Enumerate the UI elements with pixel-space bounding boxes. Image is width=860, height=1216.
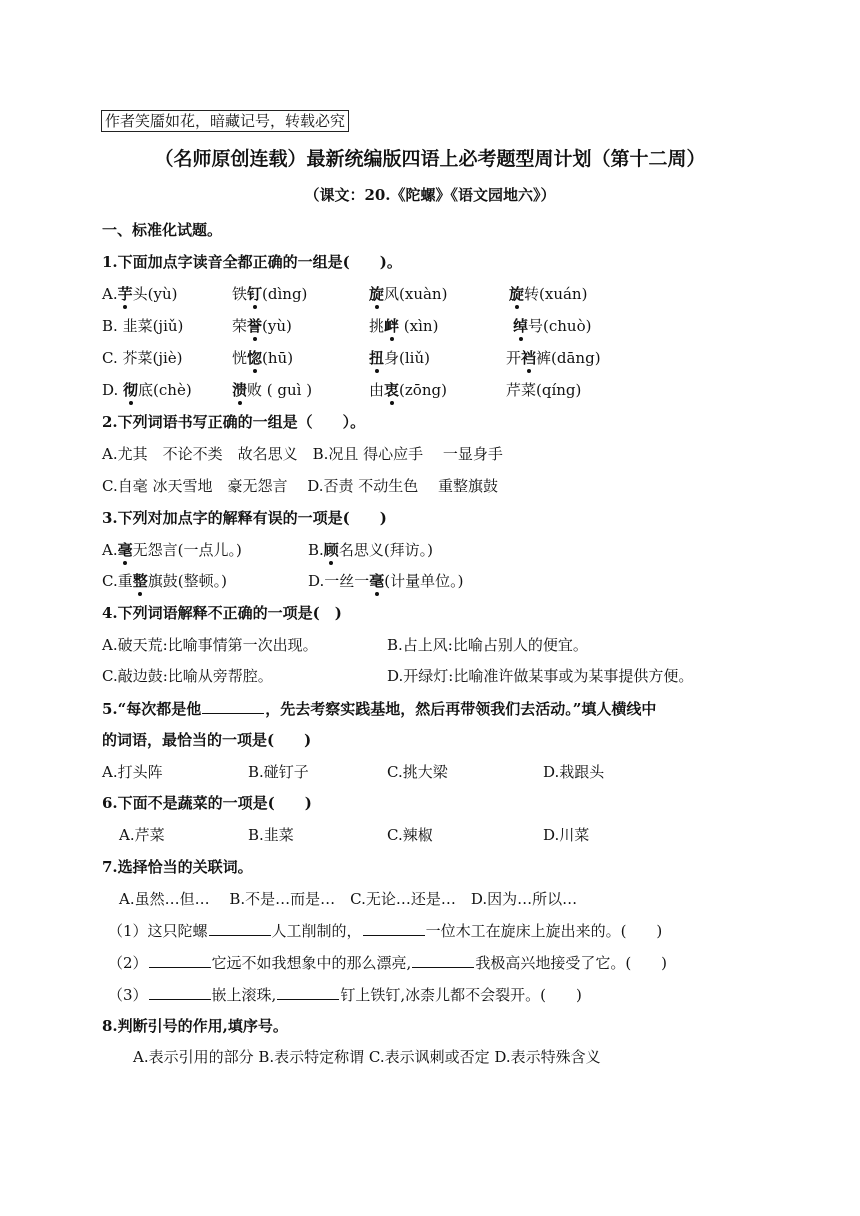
dotted-char: 毫 xyxy=(369,572,385,590)
question-3-stem: 3.下列对加点字的解释有误的一项是( ) xyxy=(102,509,387,527)
question-3-option-a: A.毫无怨言(一点儿。) xyxy=(102,541,242,559)
question-5-option: B.碰钉子 xyxy=(248,763,309,781)
question-4-option-a: A.破天荒:比喻事情第一次出现。 xyxy=(102,636,318,654)
question-7-sentence-3: （3） 嵌上滚珠, 钉上铁钉,冰柰儿都不会裂开。( ) xyxy=(108,983,582,1006)
option-cell: 绰号(chuò) xyxy=(513,317,592,335)
question-3-option-d: D.一丝一毫(计量单位。) xyxy=(308,572,464,590)
question-3-option-b: B.顾名思义(拜访。) xyxy=(308,541,434,559)
option-cell: 铁钉(dìng) xyxy=(232,285,308,303)
option-cell: B. 韭菜(jiǔ) xyxy=(102,317,184,335)
option-cell: 旋转(xuán) xyxy=(509,285,588,303)
answer-blank[interactable] xyxy=(149,951,211,968)
question-6-option: A.芹菜 xyxy=(119,826,165,844)
question-2-options-line-1: A.尤其 不论不类 故名思义 B.况且 得心应手 一显身手 xyxy=(102,445,503,463)
option-cell: C. 芥菜(jiè) xyxy=(102,349,183,367)
dotted-char: 衷 xyxy=(384,381,400,399)
question-4-stem: 4.下列词语解释不正确的一项是( ) xyxy=(102,604,342,622)
question-8-options: A.表示引用的部分 B.表示特定称谓 C.表示讽刺或否定 D.表示特殊含义 xyxy=(133,1048,601,1066)
answer-blank[interactable] xyxy=(149,983,211,1000)
question-6-option: B.韭菜 xyxy=(248,826,294,844)
option-cell: 旋风(xuàn) xyxy=(369,285,448,303)
answer-blank[interactable] xyxy=(209,919,271,936)
section-heading: 一、标准化试题。 xyxy=(102,221,223,239)
dotted-char: 誉 xyxy=(247,317,263,335)
dotted-char: 旋 xyxy=(369,285,385,303)
question-8-stem: 8.判断引号的作用,填序号。 xyxy=(102,1017,288,1035)
dotted-char: 衅 xyxy=(384,317,400,335)
answer-blank[interactable] xyxy=(277,983,339,1000)
watermark-box: 作者笑靥如花，暗藏记号，转载必究 xyxy=(101,110,349,132)
dotted-char: 毫 xyxy=(117,541,133,559)
option-cell: 恍惚(hū) xyxy=(232,349,294,367)
answer-blank[interactable] xyxy=(412,951,474,968)
question-7-sentence-1: （1）这只陀螺 人工削制的， 一位木工在旋床上旋出来的。( ) xyxy=(108,919,662,942)
answer-blank xyxy=(202,697,264,714)
option-cell: A.芋头(yù) xyxy=(102,285,178,303)
page-subtitle: （课文：20.《陀螺》《语文园地六》） xyxy=(304,186,556,204)
dotted-char: 惚 xyxy=(247,349,263,367)
question-4-option-b: B.占上风:比喻占别人的便宜。 xyxy=(387,636,588,654)
question-7-stem: 7.选择恰当的关联词。 xyxy=(102,858,253,876)
dotted-char: 顾 xyxy=(323,541,339,559)
question-4-option-c: C.敲边鼓:比喻从旁帮腔。 xyxy=(102,667,273,685)
question-4-option-d: D.开绿灯:比喻准许做某事或为某事提供方便。 xyxy=(387,667,694,685)
option-cell: D. 彻底(chè) xyxy=(102,381,192,399)
question-6-stem: 6.下面不是蔬菜的一项是( ) xyxy=(102,794,312,812)
dotted-char: 溃 xyxy=(232,381,248,399)
dotted-char: 彻 xyxy=(123,381,139,399)
dotted-char: 绰 xyxy=(513,317,529,335)
option-cell: 荣誉(yù) xyxy=(232,317,292,335)
question-1-stem: 1.下面加点字读音全都正确的一组是( )。 xyxy=(102,253,402,271)
option-cell: 扭身(liǔ) xyxy=(369,349,430,367)
dotted-char: 裆 xyxy=(521,349,537,367)
dotted-char: 整 xyxy=(132,572,148,590)
answer-blank[interactable] xyxy=(363,919,425,936)
option-cell: 溃败 ( guì ) xyxy=(232,381,313,399)
question-5-stem: 5.“每次都是他 ，先去考察实践基地，然后再带领我们去活动。”填人横线中 xyxy=(102,697,656,720)
question-7-sentence-2: （2） 它远不如我想象中的那么漂亮, 我极高兴地接受了它。( ) xyxy=(108,951,667,974)
dotted-char: 钉 xyxy=(247,285,263,303)
question-7-options: A.虽然…但… B.不是…而是… C.无论…还是… D.因为…所以… xyxy=(119,890,578,908)
option-cell: 由衷(zōng) xyxy=(369,381,447,399)
option-cell: 芹菜(qíng) xyxy=(506,381,582,399)
question-5-stem-cont: 的词语，最恰当的一项是( ) xyxy=(102,731,312,749)
question-2-stem: 2.下列词语书写正确的一组是（ ）。 xyxy=(102,413,366,431)
question-6-option: C.辣椒 xyxy=(387,826,433,844)
dotted-char: 芋 xyxy=(117,285,133,303)
question-5-option: A.打头阵 xyxy=(102,763,163,781)
page-title: （名师原创连载）最新统编版四语上必考题型周计划（第十二周） xyxy=(154,148,706,170)
question-5-option: C.挑大梁 xyxy=(387,763,448,781)
question-5-option: D.栽跟头 xyxy=(543,763,605,781)
dotted-char: 旋 xyxy=(509,285,525,303)
question-3-option-c: C.重整旗鼓(整顿。) xyxy=(102,572,227,590)
dotted-char: 扭 xyxy=(369,349,385,367)
question-2-options-line-2: C.自毫 冰天雪地 豪无怨言 D.否责 不动生色 重整旗鼓 xyxy=(102,477,499,495)
option-cell: 挑衅 (xìn) xyxy=(369,317,439,335)
option-cell: 开裆裤(dāng) xyxy=(506,349,601,367)
question-6-option: D.川菜 xyxy=(543,826,590,844)
